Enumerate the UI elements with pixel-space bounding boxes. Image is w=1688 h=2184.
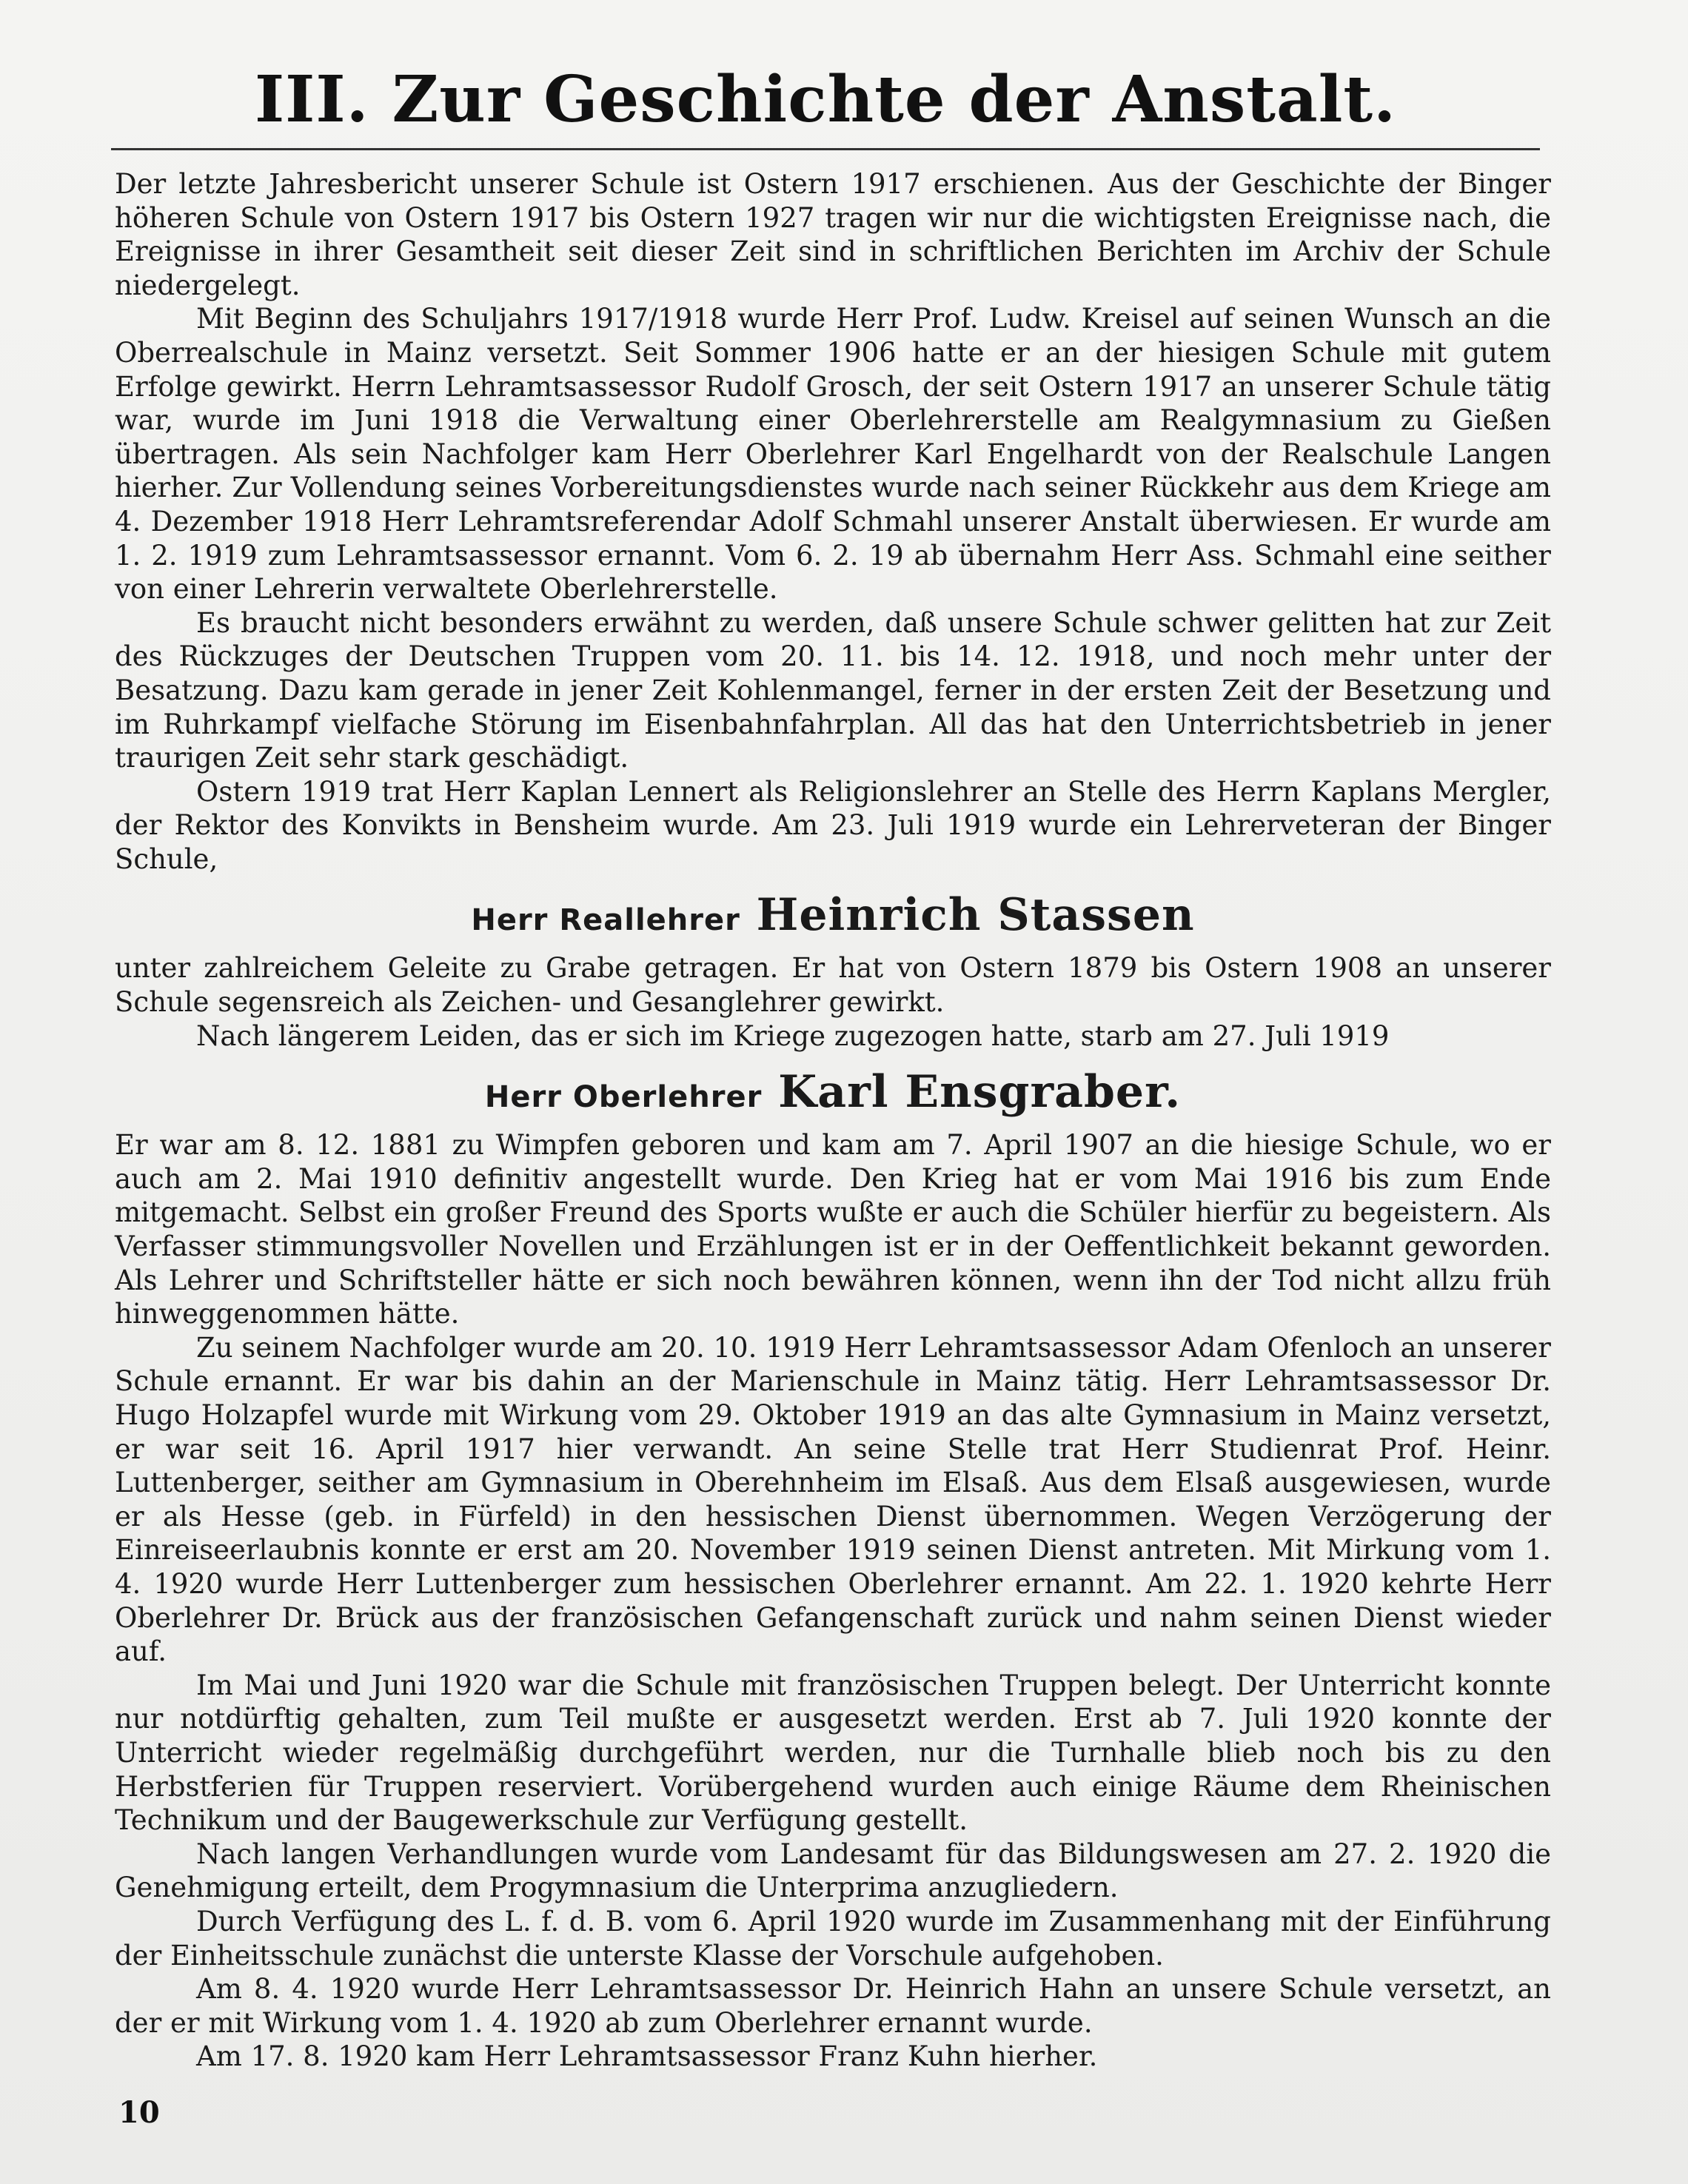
paragraph: Zu seinem Nachfolger wurde am 20. 10. 1919 Herr Lehramtsassessor Adam Ofenloch an unserer Schule ernannt. Er war bis dahin an der Marienschule in Mainz tätig. Herr Lehramtsassessor Dr. Hugo Holzapfel wurde mit Wirkung vom 29. Oktober 1919 an das alte Gymnasium in Mainz versetzt, er war seit 16. April 1917 hier verwandt. An seine Stelle trat Herr Studienrat Prof. Heinr. Luttenberger, seither am Gymnasium in Oberehnheim im Elsaß. Aus dem Elsaß ausgewiesen, wurde er als Hesse (geb. in Fürfeld) in den hessischen Dienst übernommen. Wegen Verzögerung der Einreiseerlaubnis konnte er erst am 20. November 1919 seinen Dienst antreten. Mit Mirkung vom 1. 4. 1920 wurde Herr Luttenberger zum hessischen Oberlehrer ernannt. Am 22. 1. 1920 kehrte Herr Oberlehrer Dr. Brück aus der französischen Gefangenschaft zurück und nahm seinen Dienst wieder auf.: [115, 1331, 1551, 1668]
heading-name: Heinrich Stassen: [756, 889, 1195, 942]
memorial-heading-stassen: [115, 889, 1551, 942]
paragraph: Nach langen Verhandlungen wurde vom Landesamt für das Bildungswesen am 27. 2. 1920 die Genehmigung erteilt, dem Progymnasium die Unterprima anzugliedern.: [115, 1838, 1551, 1904]
heading-prefix: Herr Oberlehrer: [484, 1080, 763, 1115]
heading-prefix: Herr Reallehrer: [471, 903, 740, 938]
paragraph: Mit Beginn des Schuljahrs 1917/1918 wurde Herr Prof. Ludw. Kreisel auf seinen Wunsch an die Oberrealschule in Mainz versetzt. Seit Sommer 1906 hatte er an der hiesigen Schule mit gutem Erfolge gewirkt. Herrn Lehramtsassessor Rudolf Grosch, der seit Ostern 1917 an unserer Schule tätig war, wurde im Juni 1918 die Verwaltung einer Oberlehrerstelle am Realgymnasium zu Gießen übertragen. Als sein Nachfolger kam Herr Oberlehrer Karl Engelhardt von der Realschule Langen hierher. Zur Vollendung seines Vorbereitungsdienstes wurde nach seiner Rückkehr aus dem Kriege am 4. Dezember 1918 Herr Lehramtsreferendar Adolf Schmahl unserer Anstalt überwiesen. Er wurde am 1. 2. 1919 zum Lehramtsassessor ernannt. Vom 6. 2. 19 ab übernahm Herr Ass. Schmahl eine seither von einer Lehrerin verwaltete Oberlehrerstelle.: [115, 303, 1551, 606]
page-title: III. Zur Geschichte der Anstalt.: [254, 62, 1397, 137]
page-number: 10: [118, 2095, 160, 2130]
paragraph: Am 17. 8. 1920 kam Herr Lehramtsassessor Franz Kuhn hierher.: [196, 2040, 1098, 2073]
paragraph: Ostern 1919 trat Herr Kaplan Lennert als Religionslehrer an Stelle des Herrn Kaplans Mergler, der Rektor des Konvikts in Bensheim wurde. Am 23. Juli 1919 wurde ein Lehrerveteran der Binger Schule,: [115, 775, 1551, 875]
paragraph: Es braucht nicht besonders erwähnt zu werden, daß unsere Schule schwer gelitten hat zur Zeit des Rückzuges der Deutschen Truppen vom 20. 11. bis 14. 12. 1918, und noch mehr unter der Besatzung. Dazu kam gerade in jener Zeit Kohlenmangel, ferner in der ersten Zeit der Besetzung und im Ruhrkampf vielfache Störung im Eisenbahnfahrplan. All das hat den Unterrichtsbetrieb in jener traurigen Zeit sehr stark geschädigt.: [115, 606, 1551, 774]
paragraph: Im Mai und Juni 1920 war die Schule mit französischen Truppen belegt. Der Unterricht konnte nur notdürftig gehalten, zum Teil mußte er ausgesetzt werden. Erst ab 7. Juli 1920 konnte der Unterricht wieder regelmäßig durchgeführt werden, nur die Turnhalle blieb noch bis zu den Herbstferien für Truppen reserviert. Vorübergehend wurden auch einige Räume dem Rheinischen Technikum und der Baugewerkschule zur Verfügung gestellt.: [115, 1669, 1551, 1837]
paragraph: Er war am 8. 12. 1881 zu Wimpfen geboren und kam am 7. April 1907 an die hiesige Schule, wo er auch am 2. Mai 1910 definitiv angestellt wurde. Den Krieg hat er vom Mai 1916 bis zum Ende mitgemacht. Selbst ein großer Freund des Sports wußte er auch die Schüler hierfür zu begeistern. Als Verfasser stimmungsvoller Novellen und Erzählungen ist er in der Oeffentlichkeit bekannt geworden. Als Lehrer und Schriftsteller hätte er sich noch bewähren können, wenn ihn der Tod nicht allzu früh hinweggenommen hätte.: [115, 1129, 1551, 1330]
paragraph: Der letzte Jahresbericht unserer Schule ist Ostern 1917 erschienen. Aus der Geschichte der Binger höheren Schule von Ostern 1917 bis Ostern 1927 tragen wir nur die wichtigsten Ereignisse nach, die Ereignisse in ihrer Gesamtheit seit dieser Zeit sind in schriftlichen Berichten im Archiv der Schule niedergelegt.: [115, 168, 1551, 301]
paragraph: unter zahlreichem Geleite zu Grabe getragen. Er hat von Ostern 1879 bis Ostern 1908 an unserer Schule segensreich als Zeichen- und Gesanglehrer gewirkt.: [115, 952, 1551, 1019]
paragraph: Durch Verfügung des L. f. d. B. vom 6. April 1920 wurde im Zusammenhang mit der Einführung der Einheitsschule zunächst die unterste Klasse der Vorschule aufgehoben.: [115, 1905, 1551, 1972]
paragraph: Am 8. 4. 1920 wurde Herr Lehramtsassessor Dr. Heinrich Hahn an unsere Schule versetzt, an der er mit Wirkung vom 1. 4. 1920 ab zum Oberlehrer ernannt wurde.: [115, 1973, 1551, 2039]
title-rule: [111, 148, 1540, 150]
paragraph: Nach längerem Leiden, das er sich im Kriege zugezogen hatte, starb am 27. Juli 1919: [196, 1019, 1390, 1052]
heading-name: Karl Ensgraber.: [778, 1066, 1182, 1119]
body-text: [115, 167, 1551, 2074]
memorial-heading-ensgraber: [115, 1066, 1551, 1119]
